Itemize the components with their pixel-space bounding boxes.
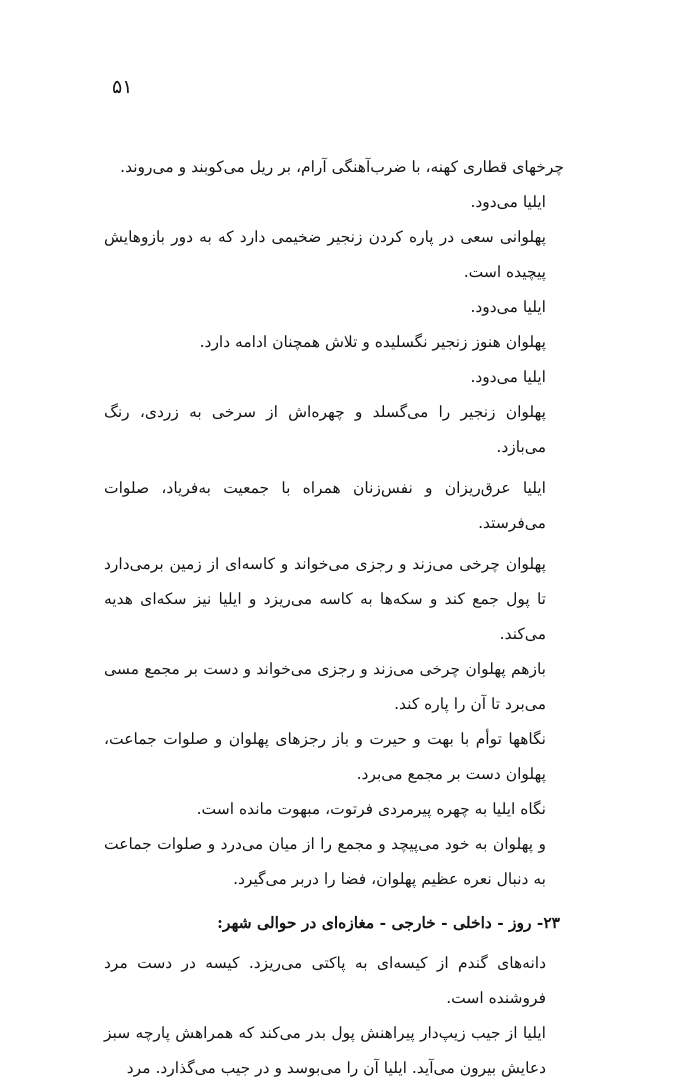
paragraph: ایلیا می‌دود. [470, 193, 546, 211]
paragraph: و پهلوان به خود می‌پیچد و مجمع را از میان می‌درد و صلوات جماعت به دنبال نعره عظیم پهلوان، فضا را دربر می‌گیرد. [104, 835, 546, 888]
paragraph: پهلوان هنوز زنجیر نگسلیده و تلاش همچنان ادامه دارد. [199, 333, 546, 351]
paragraph: پهلوان زنجیر را می‌گسلد و چهره‌اش از سرخی به زردی، رنگ می‌بازد. [104, 403, 546, 456]
paragraph: نگاهها توأم با بهت و حیرت و باز رجزهای پهلوان و صلوات جماعت، پهلوان دست بر مجمع می‌برد. [104, 730, 546, 783]
paragraph: بازهم پهلوان چرخی می‌زند و رجزی می‌خواند و دست بر مجمع مسی می‌برد تا آن را پاره کند. [104, 660, 546, 713]
paragraph: ایلیا می‌دود. [470, 368, 546, 386]
page-number: ۵۱ [112, 76, 133, 98]
paragraph: دانه‌های گندم از کیسه‌ای به پاکتی می‌ریزد. کیسه در دست مرد فروشنده است. [104, 954, 546, 1007]
scene-heading: ۲۳- روز - داخلی - خارجی - مغازه‌ای در حوالی شهر: [217, 913, 560, 932]
paragraph: ایلیا می‌دود. [470, 298, 546, 316]
paragraph: پهلوانی سعی در پاره کردن زنجیر ضخیمی دارد که به دور بازوهایش پیچیده است. [104, 228, 546, 281]
paragraph: ایلیا عرق‌ریزان و نفس‌زنان همراه با جمعیت به‌فریاد، صلوات می‌فرستد. [104, 479, 546, 532]
paragraph: ایلیا از جیب زیپ‌دار پیراهنش پول بدر می‌کند که همراهش پارچه سبز دعایش بیرون می‌آید. ایلیا آن را می‌بوسد و در جیب می‌گذارد. مرد [104, 1024, 546, 1077]
paragraph: چرخهای قطاری کهنه، با ضرب‌آهنگی آرام، بر ریل می‌کوبند و می‌روند. [120, 158, 564, 176]
page-body [104, 150, 564, 1086]
paragraph: نگاه ایلیا به چهره پیرمردی فرتوت، مبهوت مانده است. [196, 800, 546, 818]
paragraph: پهلوان چرخی می‌زند و رجزی می‌خواند و کاسه‌ای از زمین برمی‌دارد تا پول جمع کند و سکه‌ها به کاسه می‌ریزد و ایلیا نیز سکه‌ای هدیه می‌کند. [104, 555, 546, 643]
